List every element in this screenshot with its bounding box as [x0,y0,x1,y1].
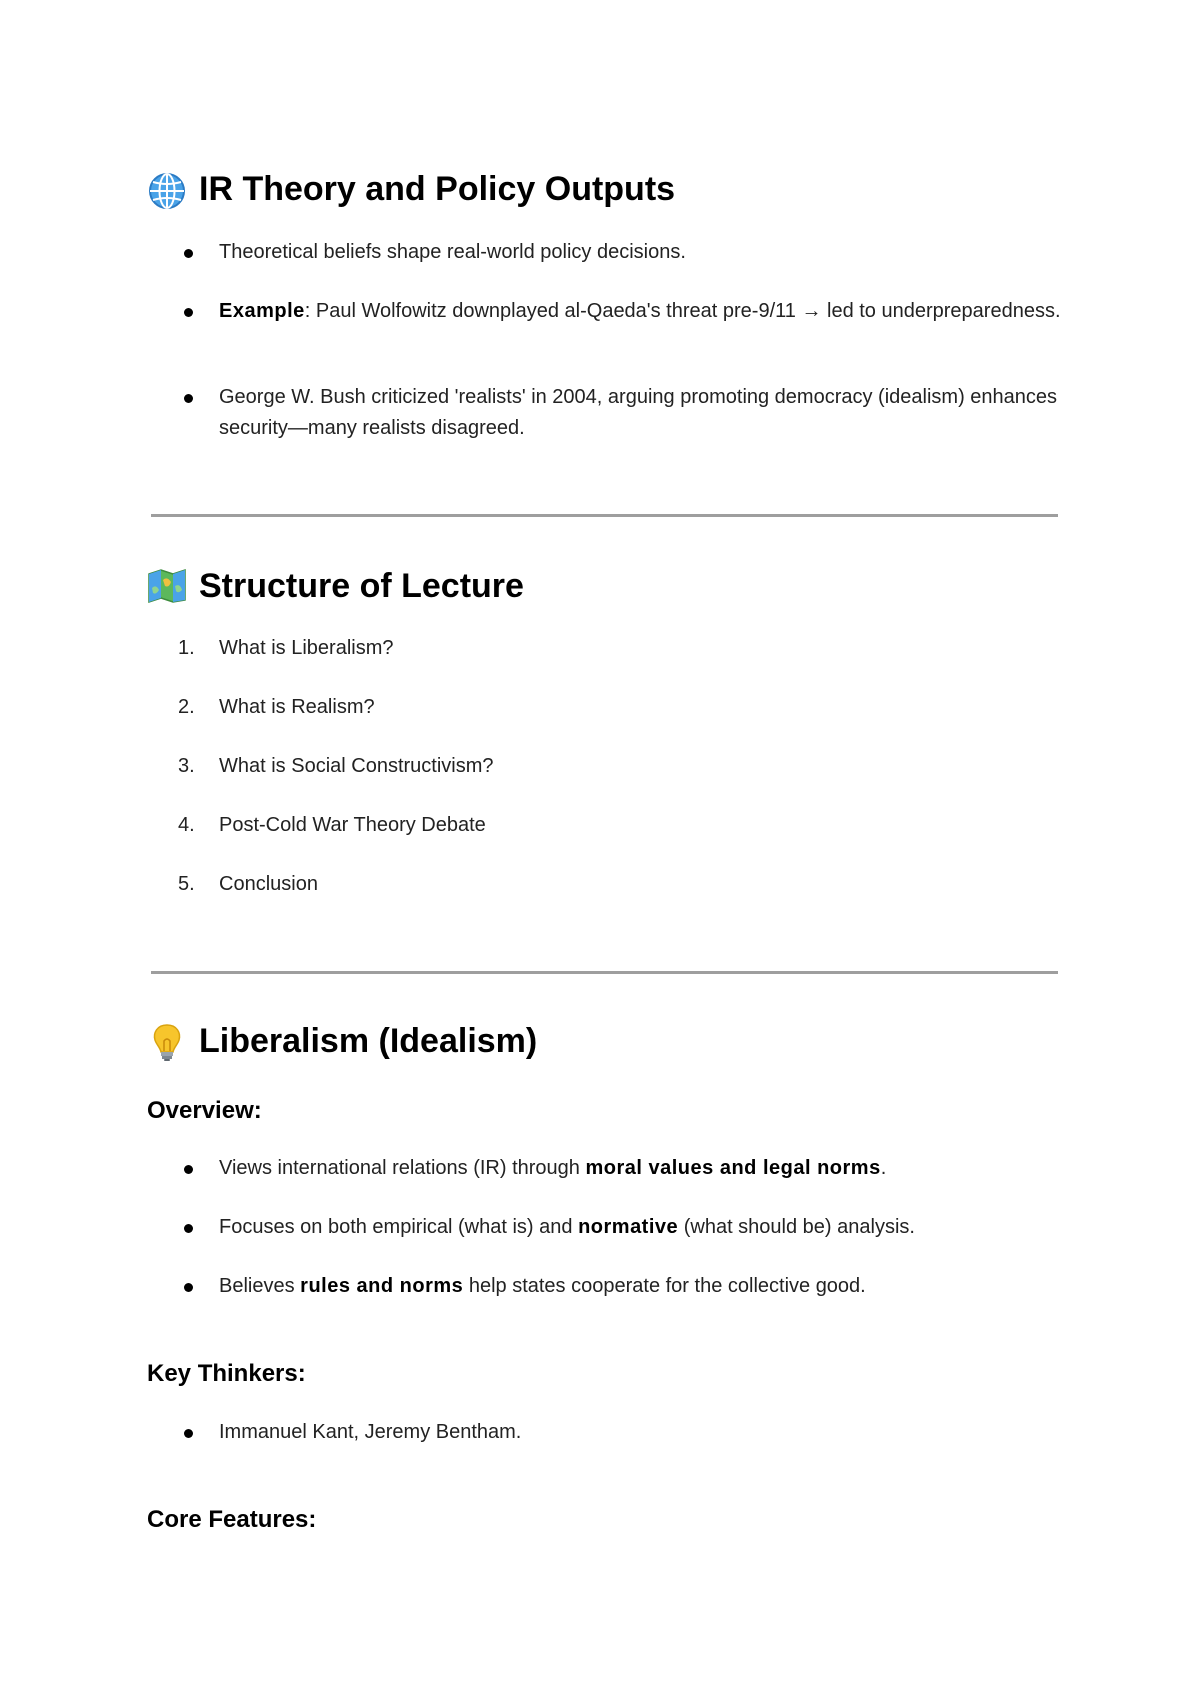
bullet-marker [184,249,193,258]
bullet-marker [184,1429,193,1438]
list-item-text: Immanuel Kant, Jeremy Bentham. [219,1421,522,1443]
list-item-text: What is Social Constructivism? [219,755,494,777]
list-item [219,692,1069,723]
list-item-bold: Example [219,300,305,322]
list-item-text: Views international relations (IR) through [219,1157,586,1179]
list-item-text: What is Liberalism? [219,637,394,659]
list-item [219,633,1069,664]
list-item [219,1417,1069,1448]
list-item-text: Theoretical beliefs shape real-world policy decisions. [219,241,686,263]
bullet-marker [184,1165,193,1174]
list-item [219,1153,1069,1184]
list-item-text: . [880,1157,887,1179]
list-item [219,237,1069,268]
subheading-overview: Overview: [147,1097,262,1124]
list-item [219,751,1069,782]
list-item-text: Focuses on both empirical (what is) and [219,1216,579,1238]
list-item-text: George W. Bush criticized 'realists' in 2004, arguing promoting democracy (idealism) enhances security—many realists disagreed. [219,386,1058,439]
list-item [219,1271,1069,1302]
list-item-text: help states cooperate for the collective good. [463,1275,866,1297]
horizontal-divider [151,514,1058,517]
map-icon [147,568,187,604]
list-item-bold: normative [578,1216,679,1238]
section-heading-liberalism [147,1021,537,1061]
list-item [219,810,1069,841]
list-item-bold: moral values and legal norms [585,1157,881,1179]
list-item-text: : Paul Wolfowitz downplayed al-Qaeda's threat pre-9/11 → led to underpreparedness. [304,300,1061,322]
lightbulb-icon [147,1023,187,1059]
bullet-marker [184,394,193,403]
list-number: 1. [178,637,195,659]
list-number: 2. [178,696,195,718]
list-number: 3. [178,755,195,777]
list-item [219,1212,1069,1243]
list-number: 5. [178,873,195,895]
horizontal-divider [151,971,1058,974]
subheading-core-features: Core Features: [147,1506,317,1533]
list-item [219,296,1069,327]
list-item-text: Post-Cold War Theory Debate [219,814,486,836]
bullet-marker [184,1224,193,1233]
list-item-text: Believes [219,1275,301,1297]
globe-icon [147,171,187,207]
section-title: Liberalism (Idealism) [199,1022,538,1060]
list-item-text: (what should be) analysis. [678,1216,915,1238]
list-item-text: What is Realism? [219,696,375,718]
list-item-bold: rules and norms [300,1275,464,1297]
section-heading-structure [147,566,524,606]
bullet-marker [184,308,193,317]
list-item [219,869,1069,900]
list-item [219,382,1069,444]
list-number: 4. [178,814,195,836]
list-item-text: Conclusion [219,873,318,895]
section-heading-ir-theory [147,169,675,209]
section-title: IR Theory and Policy Outputs [199,170,676,208]
section-title: Structure of Lecture [199,567,524,605]
subheading-key-thinkers: Key Thinkers: [147,1360,306,1387]
bullet-marker [184,1283,193,1292]
